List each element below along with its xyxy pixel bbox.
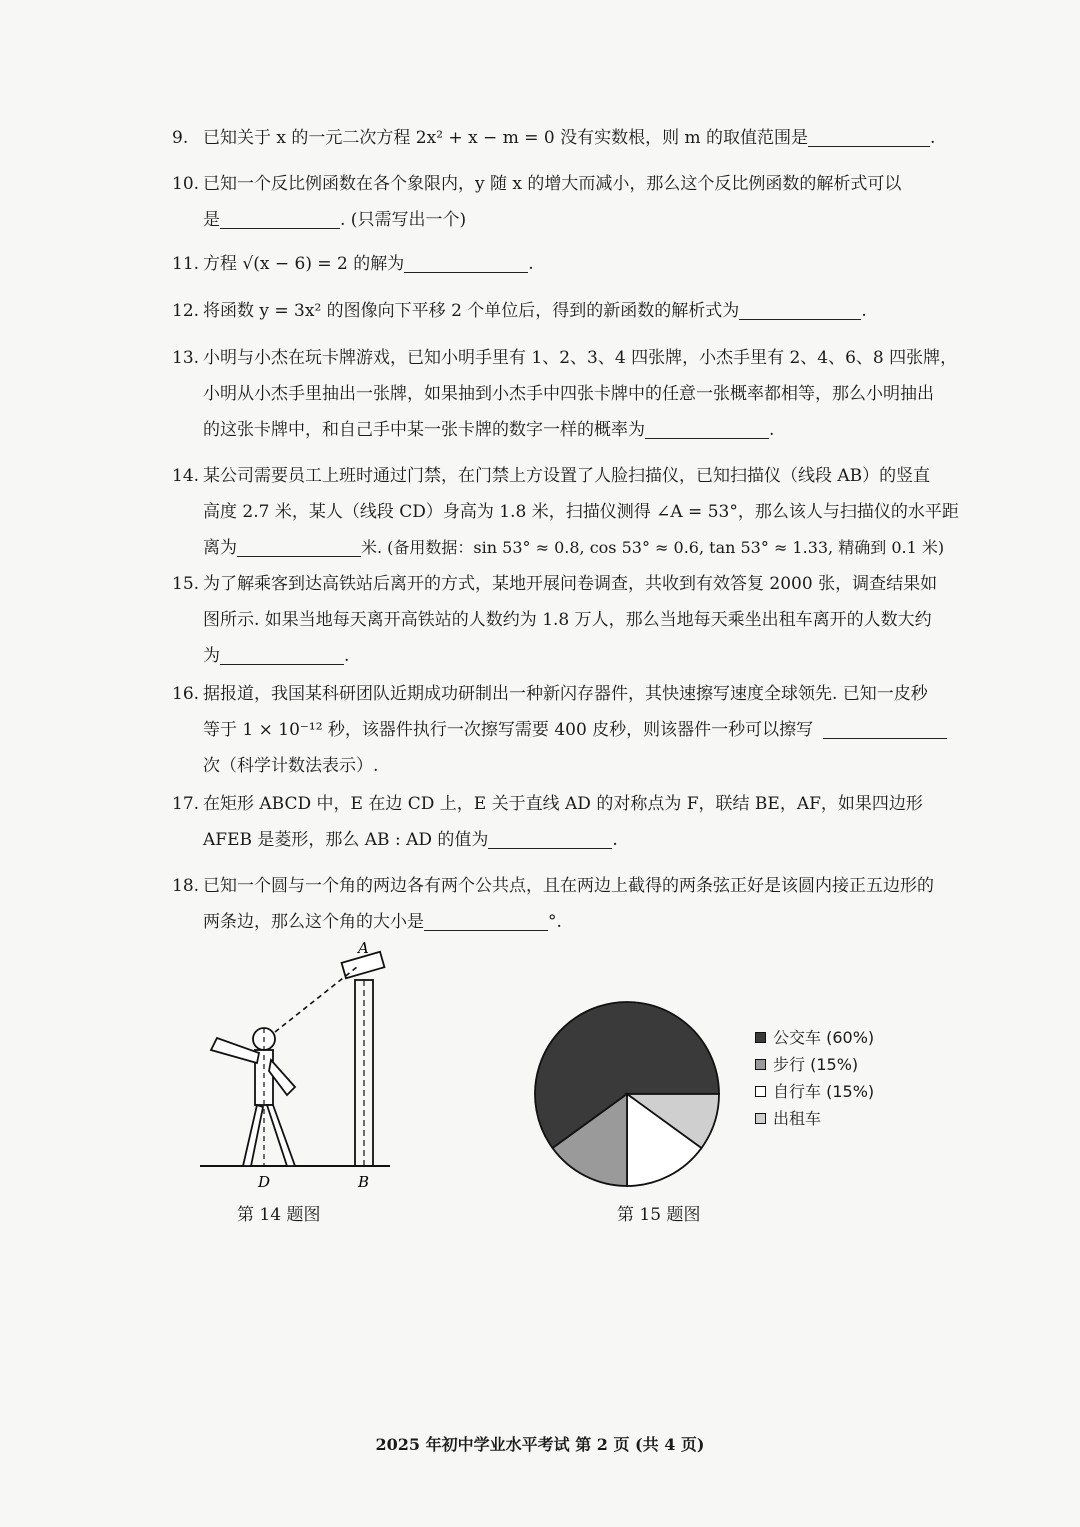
question-text: 据报道，我国某科研团队近期成功研制出一种新闪存器件，其快速擦写速度全球领先. 已知一皮秒 — [203, 684, 928, 704]
question-16 — [172, 676, 992, 784]
legend-item-bus — [755, 1024, 874, 1051]
legend-label: 步行 (15%) — [773, 1055, 859, 1074]
question-text-end: 米. (备用数据：sin 53° ≈ 0.8, cos 53° ≈ 0.6, tan 53° ≈ 1.33, 精确到 0.1 米) — [361, 538, 945, 557]
legend-swatch — [755, 1113, 766, 1124]
question-text: 为了解乘客到达高铁站后离开的方式，某地开展问卷调查，共收到有效答复 2000 张，调查结果如 — [203, 574, 938, 594]
question-text: 小明从小杰手里抽出一张牌，如果抽到小杰手中四张卡牌中的任意一张概率都相等，那么小明抽出 — [203, 384, 934, 404]
figure-15-caption: 第 15 题图 — [617, 1205, 701, 1225]
legend-label: 公交车 (60%) — [773, 1028, 875, 1047]
answer-blank[interactable] — [424, 910, 548, 931]
question-text: 方程 √(x − 6) = 2 的解为 — [203, 254, 405, 274]
question-number: 13. — [172, 348, 200, 368]
question-number: 12. — [172, 301, 200, 321]
question-13 — [172, 340, 992, 448]
legend-swatch — [755, 1086, 766, 1097]
question-18 — [172, 868, 992, 940]
answer-blank[interactable] — [220, 208, 340, 229]
figure-14-caption: 第 14 题图 — [237, 1205, 321, 1225]
legend-swatch — [755, 1059, 766, 1070]
question-text: 已知一个反比例函数在各个象限内，y 随 x 的增大而减小，那么这个反比例函数的解析式可以 — [203, 174, 902, 194]
question-text: 已知一个圆与一个角的两边各有两个公共点，且在两边上截得的两条弦正好是该圆内接正五边形的 — [203, 876, 934, 896]
question-text: 离为 — [203, 538, 237, 558]
question-text: 某公司需要员工上班时通过门禁，在门禁上方设置了人脸扫描仪，已知扫描仪（线段 AB）的竖直 — [203, 466, 931, 486]
legend-label: 出租车 — [773, 1109, 822, 1128]
question-text: 等于 1 × 10⁻¹² 秒，该器件执行一次擦写需要 400 皮秒，则该器件一秒可以擦写 — [203, 720, 814, 740]
question-text: 是 — [203, 210, 220, 230]
answer-blank[interactable] — [220, 644, 344, 665]
question-15 — [172, 566, 992, 674]
question-text: 的这张卡牌中，和自己手中某一张卡牌的数字一样的概率为 — [203, 420, 645, 440]
person-figure — [211, 1028, 295, 1166]
legend-item-taxi — [755, 1105, 874, 1132]
question-number: 14. — [172, 466, 200, 486]
question-text-end: . — [344, 646, 350, 666]
answer-blank[interactable] — [808, 126, 930, 147]
question-text-end: . — [612, 830, 618, 850]
question-text: 高度 2.7 米，某人（线段 CD）身高为 1.8 米，扫描仪测得 ∠A = 53°，那么该人与扫描仪的水平距 — [203, 502, 959, 522]
question-number: 15. — [172, 574, 200, 594]
label-A: A — [358, 939, 369, 957]
answer-blank[interactable] — [739, 299, 861, 320]
question-11 — [172, 246, 992, 282]
question-text: 将函数 y = 3x² 的图像向下平移 2 个单位后，得到的新函数的解析式为 — [203, 301, 740, 321]
question-text: 图所示. 如果当地每天离开高铁站的人数约为 1.8 万人，那么当地每天乘坐出租车离开的人数大约 — [203, 610, 932, 630]
answer-blank[interactable] — [645, 418, 769, 439]
answer-blank[interactable] — [237, 536, 361, 557]
question-text: 在矩形 ABCD 中，E 在边 CD 上，E 关于直线 AD 的对称点为 F，联结 BE，AF，如果四边形 — [203, 794, 923, 814]
question-text-end: . — [528, 254, 534, 274]
legend-swatch — [755, 1032, 766, 1043]
question-12 — [172, 293, 992, 329]
answer-blank[interactable] — [488, 828, 612, 849]
label-B: B — [358, 1173, 370, 1191]
question-17 — [172, 786, 992, 858]
question-text-end: . — [861, 301, 867, 321]
question-text: 已知关于 x 的一元二次方程 2x² + x − m = 0 没有实数根，则 m 的取值范围是 — [203, 128, 809, 148]
question-text: 次（科学计数法表示）. — [203, 756, 379, 776]
legend-item-walk — [755, 1051, 874, 1078]
question-number: 9. — [172, 128, 189, 148]
question-text-end: °. — [548, 912, 562, 932]
question-9 — [172, 120, 992, 156]
question-text: 两条边，那么这个角的大小是 — [203, 912, 424, 932]
question-number: 17. — [172, 794, 200, 814]
question-text-end: . — [769, 420, 775, 440]
answer-blank[interactable] — [404, 252, 528, 273]
answer-blank[interactable] — [823, 718, 947, 739]
question-14 — [172, 458, 992, 566]
question-number: 11. — [172, 254, 200, 274]
pie-legend — [755, 1024, 874, 1132]
question-text: 小明与小杰在玩卡牌游戏，已知小明手里有 1、2、3、4 四张牌，小杰手里有 2、4、6、8 四张牌， — [203, 348, 958, 368]
label-D: D — [258, 1173, 271, 1191]
question-text-end: . — [930, 128, 936, 148]
figure-15-pie-chart — [525, 1000, 725, 1190]
legend-item-bike — [755, 1078, 874, 1105]
question-10 — [172, 166, 992, 238]
legend-label: 自行车 (15%) — [773, 1082, 875, 1101]
question-text: AFEB 是菱形，那么 AB : AD 的值为 — [203, 830, 489, 850]
question-text-end: . (只需写出一个) — [340, 210, 467, 230]
question-number: 18. — [172, 876, 200, 896]
question-number: 16. — [172, 684, 200, 704]
figure-14-diagram — [195, 935, 415, 1195]
question-text: 为 — [203, 646, 220, 666]
question-number: 10. — [172, 174, 200, 194]
page-footer: 2025 年初中学业水平考试 第 2 页 (共 4 页) — [375, 1435, 705, 1454]
